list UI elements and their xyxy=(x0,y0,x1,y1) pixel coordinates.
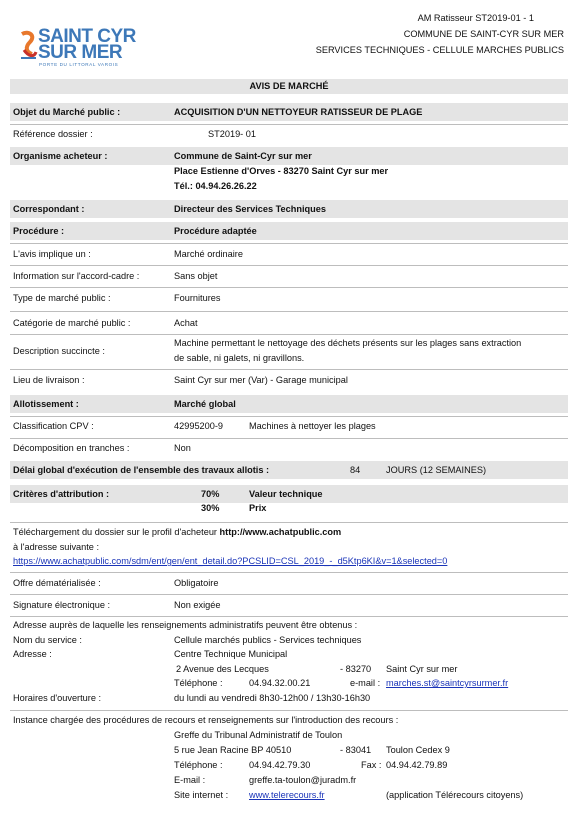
divider xyxy=(10,572,568,573)
allotissement-label: Allotissement : xyxy=(13,399,79,409)
divider xyxy=(10,311,568,312)
offre-value: Obligatoire xyxy=(174,578,219,588)
renseignements-heading: Adresse auprès de laquelle les renseignements administratifs peuvent être obtenus : xyxy=(13,620,358,630)
divider xyxy=(10,243,568,244)
divider xyxy=(10,334,568,335)
recours-site-label: Site internet : xyxy=(174,790,229,800)
horaires-value: du lundi au vendredi 8h30-12h00 / 13h30-16h30 xyxy=(174,693,371,703)
logo-line2: SUR MER xyxy=(38,42,123,63)
objet-label: Objet du Marché public : xyxy=(13,107,121,117)
organisme-phone: Tél.: 04.94.26.26.22 xyxy=(174,181,257,191)
service-name: SERVICES TECHNIQUES - CELLULE MARCHES PUBLICS xyxy=(315,45,564,55)
livraison-label: Lieu de livraison : xyxy=(13,375,85,385)
divider xyxy=(10,616,568,617)
signature-value: Non exigée xyxy=(174,600,221,610)
service-label: Nom du service : xyxy=(13,635,82,645)
recours-email-value: greffe.ta-toulon@juradm.fr xyxy=(249,775,357,785)
objet-value: ACQUISITION D'UN NETTOYEUR RATISSEUR DE PLAGE xyxy=(174,107,423,117)
delai-unit: JOURS (12 SEMAINES) xyxy=(386,465,487,475)
reference-label: Référence dossier : xyxy=(13,129,93,139)
download-site: http://www.achatpublic.com xyxy=(219,527,342,537)
avis-value: Marché ordinaire xyxy=(174,249,243,259)
correspondant-value: Directeur des Services Techniques xyxy=(174,204,327,214)
delai-number: 84 xyxy=(350,465,361,475)
tel-value: 04.94.32.00.21 xyxy=(249,678,311,688)
download-address-label: à l'adresse suivante : xyxy=(13,542,100,552)
divider xyxy=(10,265,568,266)
adresse-city: Saint Cyr sur mer xyxy=(386,664,458,674)
accord-value: Sans objet xyxy=(174,271,218,281)
recours-fax-value: 04.94.42.79.89 xyxy=(386,760,448,770)
accord-label: Information sur l'accord-cadre : xyxy=(13,271,140,281)
signature-label: Signature électronique : xyxy=(13,600,111,610)
adresse-label: Adresse : xyxy=(13,649,52,659)
organisme-name: Commune de Saint-Cyr sur mer xyxy=(174,151,312,161)
categorie-label: Catégorie de marché public : xyxy=(13,318,131,328)
page-title: AVIS DE MARCHÉ xyxy=(249,81,329,91)
document-reference: AM Ratisseur ST2019-01 - 1 xyxy=(417,13,534,23)
offre-label: Offre dématérialisée : xyxy=(13,578,101,588)
organisme-address: Place Estienne d'Orves - 83270 Saint Cyr sur mer xyxy=(174,166,389,176)
recours-site-link[interactable]: www.telerecours.fr xyxy=(249,790,325,800)
logo xyxy=(20,26,136,68)
critere-pct: 70% xyxy=(201,489,220,499)
procedure-value: Procédure adaptée xyxy=(174,226,257,236)
delai-label: Délai global d'exécution de l'ensemble des travaux allotis : xyxy=(13,465,270,475)
avis-label: L'avis implique un : xyxy=(13,249,91,259)
recours-city: Toulon Cedex 9 xyxy=(386,745,450,755)
adresse-street: 2 Avenue des Lecques xyxy=(176,664,269,674)
allotissement-bar xyxy=(10,395,568,413)
recours-tel-label: Téléphone : xyxy=(174,760,223,770)
procedure-bar xyxy=(10,222,568,240)
description-line1: Machine permettant le nettoyage des déchets présents sur les plages sans extraction xyxy=(174,338,522,348)
tranches-value: Non xyxy=(174,443,191,453)
divider xyxy=(10,710,568,711)
organisme-label: Organisme acheteur : xyxy=(13,151,108,161)
tranches-label: Décomposition en tranches : xyxy=(13,443,130,453)
recours-fax-label: Fax : xyxy=(361,760,382,770)
cpv-label: Classification CPV : xyxy=(13,421,94,431)
recours-site-note: (application Télérecours citoyens) xyxy=(386,790,524,800)
procedure-label: Procédure : xyxy=(13,226,65,236)
email-link[interactable]: marches.st@saintcyrsurmer.fr xyxy=(386,678,509,688)
divider xyxy=(10,522,568,523)
reference-value: ST2019- 01 xyxy=(208,129,257,139)
recours-heading: Instance chargée des procédures de recours et renseignements sur l'introduction des recours : xyxy=(13,715,399,725)
logo-tagline: PORTE DU LITTORAL VAROIS xyxy=(39,62,119,67)
recours-tel-value: 04.94.42.79.30 xyxy=(249,760,311,770)
download-url-link[interactable]: https://www.achatpublic.com/sdm/ent/gen/ent_detail.do?PCSLID=CSL_2019_-_d5Ktp6KI&v=1&selected=0 xyxy=(13,556,448,566)
type-value: Fournitures xyxy=(174,293,221,303)
critere-name: Prix xyxy=(249,503,267,513)
description-line2: de sable, ni galets, ni gravillons. xyxy=(174,353,305,363)
divider xyxy=(10,124,568,125)
cpv-code: 42995200-9 xyxy=(174,421,224,431)
download-text xyxy=(13,527,341,537)
recours-street: 5 rue Jean Racine BP 40510 xyxy=(174,745,292,755)
cpv-description: Machines à nettoyer les plages xyxy=(249,421,376,431)
divider xyxy=(10,438,568,439)
service-value: Cellule marchés publics - Services techniques xyxy=(174,635,362,645)
categorie-value: Achat xyxy=(174,318,198,328)
recours-postcode: - 83041 xyxy=(340,745,372,755)
allotissement-value: Marché global xyxy=(174,399,236,409)
type-label: Type de marché public : xyxy=(13,293,111,303)
tel-label: Téléphone : xyxy=(174,678,223,688)
email-label: e-mail : xyxy=(350,678,381,688)
recours-name: Greffe du Tribunal Administratif de Toulon xyxy=(174,730,343,740)
divider xyxy=(10,594,568,595)
adresse-postcode: - 83270 xyxy=(340,664,372,674)
description-label: Description succincte : xyxy=(13,346,105,356)
horaires-label: Horaires d'ouverture : xyxy=(13,693,102,703)
divider xyxy=(10,369,568,370)
critere-pct: 30% xyxy=(201,503,220,513)
divider xyxy=(10,287,568,288)
livraison-value: Saint Cyr sur mer (Var) - Garage municipal xyxy=(174,375,348,385)
commune-name: COMMUNE DE SAINT-CYR SUR MER xyxy=(403,29,564,39)
logo-emblem-icon xyxy=(20,30,38,62)
logo-line1: SAINT CYR xyxy=(38,26,136,47)
divider xyxy=(10,416,568,417)
critere-name: Valeur technique xyxy=(249,489,323,499)
adresse-line1: Centre Technique Municipal xyxy=(174,649,288,659)
criteres-label: Critères d'attribution : xyxy=(13,489,110,499)
recours-email-label: E-mail : xyxy=(174,775,206,785)
correspondant-label: Correspondant : xyxy=(13,204,85,214)
download-label: Téléchargement du dossier sur le profil d'acheteur xyxy=(13,527,220,537)
